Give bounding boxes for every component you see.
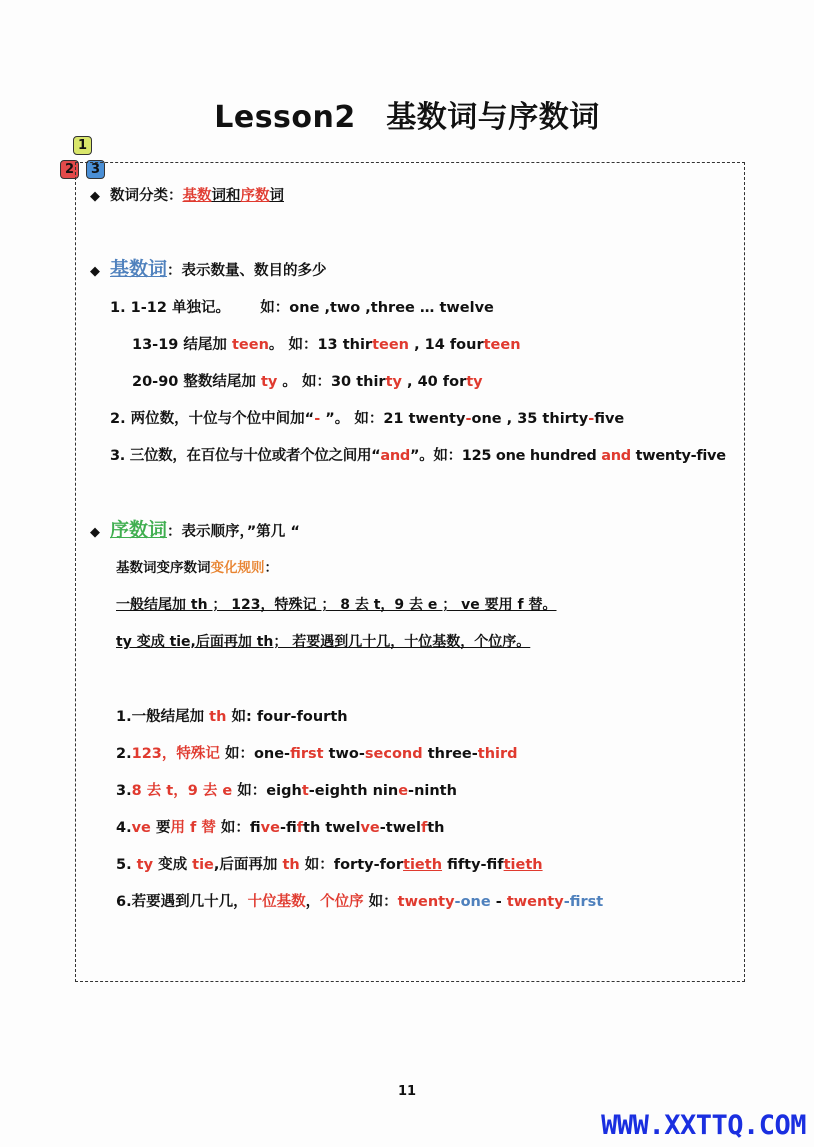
classification-line: ◆ 数词分类：基数词和序数词 xyxy=(90,188,284,204)
cardinal-rule-3: 20-90 整数结尾加 ty 。 如：30 thirty , 40 forty xyxy=(132,374,483,390)
ordinal-example-3: 3.8 去 t，9 去 e 如：eight-eighth nine-ninth xyxy=(116,783,457,799)
ordinal-rule-title: 基数词变序数词变化规则： xyxy=(116,560,278,576)
badge-2: 2 xyxy=(60,160,79,179)
cardinal-rule-2: 13-19 结尾加 teen。 如：13 thirteen , 14 fourteen xyxy=(132,337,521,353)
badge-1: 1 xyxy=(73,136,92,155)
ordinal-rule-1: 一般结尾加 th ； 123，特殊记 ； 8 去 t，9 去 e ； ve 要用 f 替。 xyxy=(116,597,557,613)
cardinal-rule-1: 1. 1-12 单独记。 如：one ,two ,three … twelve xyxy=(110,300,494,316)
cardinal-heading: ◆ 基数词：表示数量、数目的多少 xyxy=(90,258,327,280)
badge-3: 3 xyxy=(86,160,105,179)
diamond-bullet-icon: ◆ xyxy=(90,264,100,279)
cardinal-rule-5: 3. 三位数，在百位与十位或者个位之间用“and”。如：125 one hundred and twenty-five xyxy=(110,448,726,464)
diamond-bullet-icon: ◆ xyxy=(90,525,100,540)
ordinal-example-2: 2.123，特殊记 如：one-first two-second three-third xyxy=(116,746,518,762)
ordinal-example-1: 1.一般结尾加 th 如: four-fourth xyxy=(116,709,348,725)
ordinal-example-5: 5. ty 变成 tie,后面再加 th 如：forty-fortieth fifty-fiftieth xyxy=(116,857,543,873)
ordinal-example-6: 6.若要遇到几十几，十位基数，个位序 如：twenty-one - twenty-first xyxy=(116,894,604,910)
watermark: WWW.XXTTQ.COM xyxy=(601,1110,806,1141)
ordinal-heading: ◆ 序数词：表示顺序，”第几 “ xyxy=(90,519,300,541)
cardinal-rule-4: 2. 两位数，十位与个位中间加“- ”。 如：21 twenty-one , 35 thirty-five xyxy=(110,411,625,427)
ordinal-example-4: 4.ve 要用 f 替 如：five-fifth twelve-twelfth xyxy=(116,820,445,836)
diamond-bullet-icon: ◆ xyxy=(90,189,100,204)
page-title: Lesson2 基数词与序数词 xyxy=(214,100,600,135)
page-number: 11 xyxy=(397,1084,417,1099)
ordinal-rule-2: ty 变成 tie,后面再加 th； 若要遇到几十几，十位基数，个位序。 xyxy=(116,634,531,650)
